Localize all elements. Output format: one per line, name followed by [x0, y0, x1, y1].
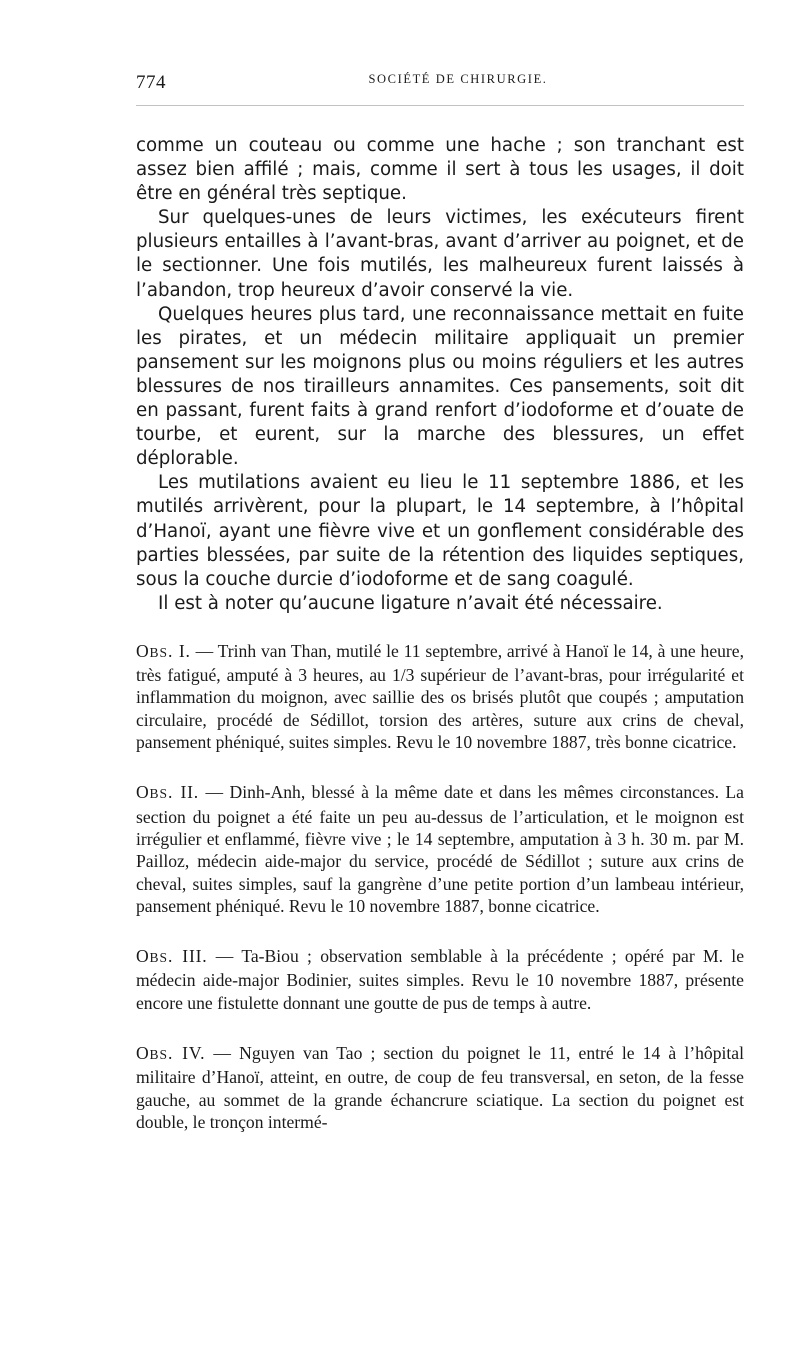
observation-text: — Dinh-Anh, blessé à la même date et dans les mêmes circonstances. La section du poignet a été faite un peu au-dessus de l’articulation, et le moignon est irrégulier et enflammé, fièvre vive ; le 14 septembre, amputation à 3 h. 30 m. par M. Pailloz, médecin aide-major du service, procédé de Sédillot ; suture aux crins de cheval, suites simples, sauf la gangrène d’une petite portion d’un lambeau intérieur, pansement phéniqué. Revu le 10 novembre 1887, bonne cicatrice.	[136, 782, 744, 916]
observation-3	[136, 945, 744, 1014]
observation-label: OBS. II.	[136, 782, 199, 803]
paragraph-5: Il est à noter qu’aucune ligature n’avait été nécessaire.	[158, 592, 663, 614]
observation-text: — Nguyen van Tao ; section du poignet le 11, entré le 14 à l’hôpital militaire d’Hanoï, atteint, en outre, de coup de feu transversal, en seton, de la fesse gauche, au sommet de la grande échancrure sciatique. La section du poignet est double, le tronçon intermé-	[136, 1043, 744, 1132]
observation-label: OBS. I.	[136, 640, 191, 661]
journal-title: SOCIÉTÉ DE CHIRURGIE.	[368, 72, 548, 86]
running-head	[136, 72, 744, 100]
main-text	[136, 134, 744, 616]
paragraph-2: Sur quelques-unes de leurs victimes, les exécuteurs firent plusieurs entailles à l’avant-bras, avant d’arriver au poignet, et de le sectionner. Une fois mutilés, les malheureux furent laissés à l’abandon, trop heureux d’avoir conservé la vie.	[136, 207, 744, 301]
book-page	[136, 72, 744, 1133]
observation-text: — Ta-Biou ; observation semblable à la précédente ; opéré par M. le médecin aide-major Bodinier, suites simples. Revu le 10 novembre 1887, présente encore une fistulette donnant une goutte de pus de temps à autre.	[136, 946, 745, 1013]
paragraph-3: Quelques heures plus tard, une reconnaissance mettait en fuite les pirates, et un médecin militaire appliquait un premier pansement sur les moignons plus ou moins réguliers et les autres blessures de nos tirailleurs annamites. Ces pansements, soit dit en passant, furent faits à grand renfort d’iodoforme et d’ouate de tourbe, et eurent, sur la marche des blessures, un effet déplorable.	[136, 303, 744, 470]
paragraph-1: comme un couteau ou comme une hache ; son tranchant est assez bien affilé ; mais, comme il sert à tous les usages, il doit être en général très septique.	[136, 135, 744, 205]
observation-2	[136, 781, 744, 917]
page-number: 774	[136, 72, 166, 93]
header-rule	[136, 105, 744, 106]
observation-1	[136, 640, 744, 753]
observation-4	[136, 1042, 744, 1133]
observation-label: OBS. IV.	[136, 1043, 206, 1064]
paragraph-4: Les mutilations avaient eu lieu le 11 septembre 1886, et les mutilés arrivèrent, pour la plupart, le 14 septembre, à l’hôpital d’Hanoï, ayant une fièvre vive et un gonflement considérable des parties blessées, par suite de la rétention des liquides septiques, sous la couche durcie d’iodoforme et de sang coagulé.	[136, 472, 744, 590]
observation-text: — Trinh van Than, mutilé le 11 septembre, arrivé à Hanoï le 14, à une heure, très fatigué, amputé à 3 heures, au 1/3 supérieur de l’avant-bras, pour irrégularité et inflammation du moignon, avec saillie des os brisés plutôt que coupés ; amputation circulaire, procédé de Sédillot, torsion des artères, suture aux crins de cheval, pansement phéniqué, suites simples. Revu le 10 novembre 1887, très bonne cicatrice.	[136, 640, 744, 753]
observation-label: OBS. III.	[136, 946, 208, 967]
